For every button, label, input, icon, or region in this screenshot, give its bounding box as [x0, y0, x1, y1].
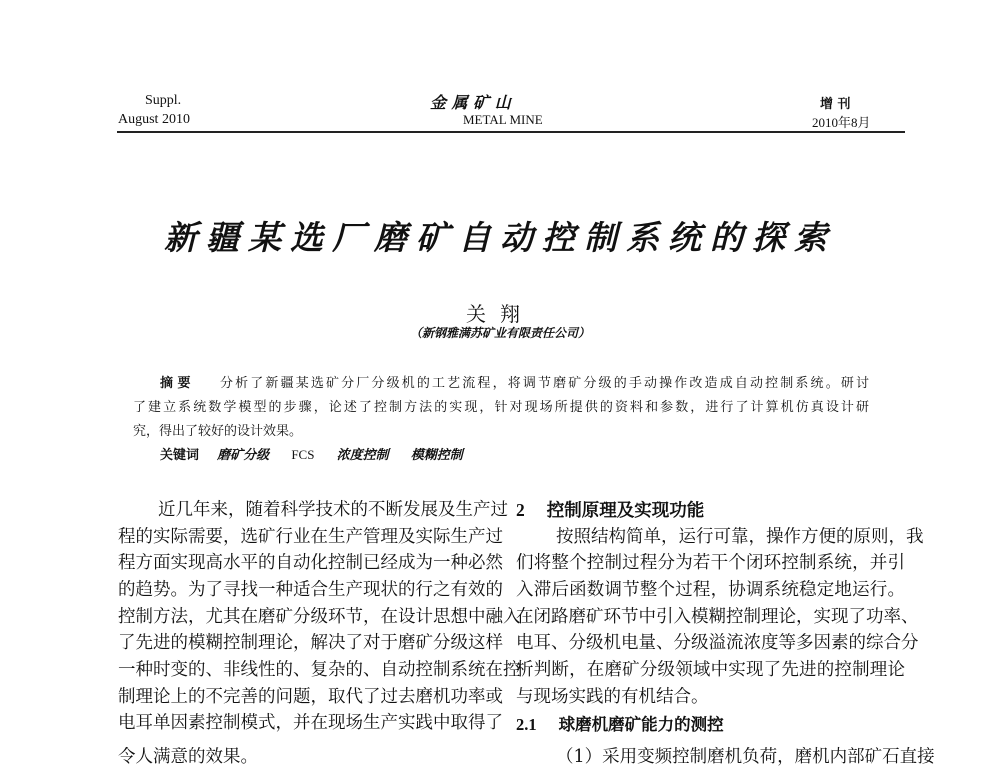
body-line: 的趋势。为了寻找一种适合生产现状的行之有效的	[118, 580, 503, 600]
abstract-line: 分析了新疆某选矿分厂分级机的工艺流程，将调节磨矿分级的手动操作改造成自动控制系统。研讨	[220, 376, 869, 391]
keyword: 模糊控制	[410, 448, 463, 463]
journal-name-cn: 金 属 矿 山	[430, 93, 511, 112]
affiliation: （新钢雅满苏矿业有限责任公司）	[409, 326, 590, 340]
keyword: 浓度控制	[336, 448, 389, 463]
journal-name-en: METAL MINE	[463, 112, 543, 127]
body-line: 近几年来，随着科学技术的不断发展及生产过	[158, 500, 508, 520]
section-heading-2-1	[516, 711, 724, 735]
header-suppl-cn: 增 刊	[820, 97, 851, 112]
keywords	[160, 444, 481, 463]
body-line: 一种时变的、非线性的、复杂的、自动控制系统在控	[118, 660, 521, 680]
header-rule	[117, 131, 905, 133]
keywords-label: 关键词	[160, 448, 200, 463]
body-line: 了先进的模糊控制理论，解决了对于磨矿分级这样	[118, 633, 503, 653]
body-line: 与现场实践的有机结合。	[516, 687, 709, 707]
body-line: 程的实际需要，选矿行业在生产管理及实际生产过	[118, 527, 503, 547]
header-date-en: August 2010	[118, 112, 190, 127]
body-line: 电耳、分级机电量、分级溢流浓度等多因素的综合分	[516, 633, 919, 653]
header-date-cn: 2010年8月	[812, 115, 871, 130]
abstract-label: 摘 要	[160, 376, 191, 391]
body-line: 们将整个控制过程分为若干个闭环控制系统，并引	[516, 553, 905, 573]
header-suppl: Suppl.	[145, 93, 182, 108]
body-line: 电耳单因素控制模式，并在现场生产实践中取得了	[118, 713, 503, 733]
body-line-partial: （1）采用变频控制磨机负荷，磨机内部矿石直接	[556, 747, 935, 767]
keyword: 磨矿分级	[217, 448, 270, 463]
body-line: 在闭路磨矿环节中引入模糊控制理论，实现了功率、	[516, 607, 919, 627]
abstract-line: 究，得出了较好的设计效果。	[133, 424, 303, 439]
section-title: 控制原理及实现功能	[546, 501, 705, 521]
section-title: 球磨机磨矿能力的测控	[558, 715, 724, 734]
abstract-line: 了建立系统数学模型的步骤，论述了控制方法的实现，针对现场所提供的资料和参数，进行了计算机仿真设计研	[133, 400, 869, 415]
section-number: 2.1	[516, 715, 537, 734]
body-line: 控制方法，尤其在磨矿分级环节，在设计思想中融入	[118, 607, 521, 627]
section-number: 2	[516, 500, 525, 520]
body-line: 按照结构简单，运行可靠，操作方便的原则，我	[556, 527, 924, 547]
body-line: 程方面实现高水平的自动化控制已经成为一种必然	[118, 553, 503, 573]
body-line: 入滞后函数调节整个过程，协调系统稳定地运行。	[516, 580, 905, 600]
body-line: 制理论上的不完善的问题，取代了过去磨机功率或	[118, 687, 503, 707]
article-title: 新疆某选厂磨矿自动控制系统的探索	[164, 218, 836, 257]
body-line: 析判断，在磨矿分级领域中实现了先进的控制理论	[516, 660, 905, 680]
author: 关翔	[466, 302, 534, 326]
section-heading-2	[516, 497, 704, 522]
body-line: 令人满意的效果。	[118, 747, 258, 767]
keyword: FCS	[291, 447, 315, 462]
